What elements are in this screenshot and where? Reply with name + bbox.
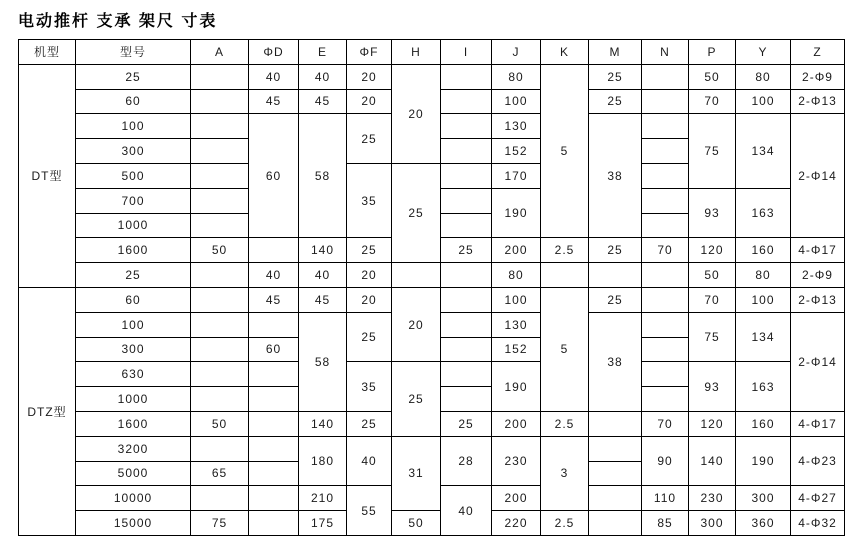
table-cell: 25 xyxy=(347,312,392,362)
table-cell: 75 xyxy=(191,511,249,536)
table-cell: 130 xyxy=(492,114,541,139)
table-cell xyxy=(249,411,299,436)
table-cell: 2-Φ9 xyxy=(791,263,845,288)
model-number-cell: 1000 xyxy=(76,387,191,412)
table-cell: 5 xyxy=(541,287,589,411)
table-cell: 3 xyxy=(541,436,589,510)
model-number-cell: 15000 xyxy=(76,511,191,536)
table-cell: 28 xyxy=(441,436,492,486)
table-cell: 200 xyxy=(492,486,541,511)
model-number-cell: 1600 xyxy=(76,238,191,263)
table-cell: 4-Φ17 xyxy=(791,411,845,436)
table-cell: 190 xyxy=(736,436,791,486)
table-cell: 50 xyxy=(191,238,249,263)
table-cell xyxy=(249,511,299,536)
table-cell: 134 xyxy=(736,312,791,362)
table-cell xyxy=(191,387,249,412)
table-cell xyxy=(441,337,492,362)
table-cell xyxy=(191,362,249,387)
table-cell: 4-Φ17 xyxy=(791,238,845,263)
table-cell: 140 xyxy=(689,436,736,486)
table-cell: 210 xyxy=(299,486,347,511)
table-cell: 4-Φ27 xyxy=(791,486,845,511)
table-cell: 40 xyxy=(441,486,492,536)
model-number-cell: 25 xyxy=(76,263,191,288)
table-cell xyxy=(191,436,249,461)
table-cell: 75 xyxy=(689,312,736,362)
table-cell: 50 xyxy=(689,263,736,288)
table-cell xyxy=(642,163,689,188)
table-cell: 25 xyxy=(392,163,441,262)
column-header-1: 型号 xyxy=(76,40,191,65)
table-cell: 90 xyxy=(642,436,689,486)
table-cell xyxy=(642,213,689,238)
table-cell: 100 xyxy=(736,89,791,114)
table-cell: 31 xyxy=(392,436,441,510)
table-cell xyxy=(191,114,249,139)
table-cell: 25 xyxy=(589,287,642,312)
table-cell: 200 xyxy=(492,238,541,263)
model-number-cell: 10000 xyxy=(76,486,191,511)
table-cell: 25 xyxy=(347,114,392,164)
table-cell: 20 xyxy=(392,287,441,361)
table-cell xyxy=(642,64,689,89)
model-group-label: DT型 xyxy=(19,64,76,287)
table-cell: 200 xyxy=(492,411,541,436)
table-cell xyxy=(589,436,642,461)
table-cell: 60 xyxy=(249,337,299,362)
table-cell: 80 xyxy=(492,263,541,288)
model-number-cell: 300 xyxy=(76,337,191,362)
table-cell: 2.5 xyxy=(541,411,589,436)
table-cell: 2-Φ13 xyxy=(791,287,845,312)
table-cell: 2-Φ9 xyxy=(791,64,845,89)
table-cell xyxy=(191,312,249,337)
table-cell: 38 xyxy=(589,114,642,238)
table-cell: 38 xyxy=(589,312,642,411)
column-header-7: I xyxy=(441,40,492,65)
table-row xyxy=(19,362,845,387)
model-number-cell: 100 xyxy=(76,114,191,139)
table-cell xyxy=(249,461,299,486)
table-cell xyxy=(541,263,589,288)
table-cell xyxy=(642,287,689,312)
model-number-cell: 5000 xyxy=(76,461,191,486)
table-cell: 120 xyxy=(689,411,736,436)
column-header-5: ΦF xyxy=(347,40,392,65)
model-number-cell: 1600 xyxy=(76,411,191,436)
table-cell xyxy=(589,511,642,536)
table-cell: 190 xyxy=(492,188,541,238)
table-cell: 110 xyxy=(642,486,689,511)
column-header-11: N xyxy=(642,40,689,65)
table-cell: 40 xyxy=(249,64,299,89)
table-cell xyxy=(441,188,492,213)
table-cell xyxy=(191,263,249,288)
table-cell: 2.5 xyxy=(541,511,589,536)
table-cell: 70 xyxy=(689,287,736,312)
table-cell: 100 xyxy=(492,287,541,312)
column-header-0: 机型 xyxy=(19,40,76,65)
table-cell: 25 xyxy=(589,64,642,89)
column-header-12: P xyxy=(689,40,736,65)
table-cell: 75 xyxy=(689,114,736,188)
table-cell: 65 xyxy=(191,461,249,486)
table-cell: 58 xyxy=(299,114,347,238)
table-cell xyxy=(191,139,249,164)
table-cell: 40 xyxy=(299,64,347,89)
table-cell: 40 xyxy=(347,436,392,486)
table-cell: 80 xyxy=(736,64,791,89)
table-cell: 80 xyxy=(736,263,791,288)
table-cell: 25 xyxy=(441,411,492,436)
dimension-table xyxy=(18,39,845,536)
table-cell xyxy=(249,238,299,263)
table-cell: 35 xyxy=(347,362,392,412)
table-cell: 25 xyxy=(347,411,392,436)
column-header-3: ΦD xyxy=(249,40,299,65)
table-cell: 50 xyxy=(191,411,249,436)
table-cell xyxy=(642,312,689,337)
table-cell: 93 xyxy=(689,188,736,238)
table-cell: 130 xyxy=(492,312,541,337)
table-cell: 45 xyxy=(249,287,299,312)
table-row xyxy=(19,436,845,461)
table-cell: 230 xyxy=(492,436,541,486)
column-header-2: A xyxy=(191,40,249,65)
table-cell xyxy=(441,89,492,114)
model-number-cell: 3200 xyxy=(76,436,191,461)
table-cell: 152 xyxy=(492,337,541,362)
table-cell xyxy=(441,387,492,412)
table-cell xyxy=(589,461,642,486)
table-cell: 80 xyxy=(492,64,541,89)
table-cell xyxy=(441,163,492,188)
table-cell: 70 xyxy=(642,238,689,263)
column-header-6: H xyxy=(392,40,441,65)
table-cell: 175 xyxy=(299,511,347,536)
table-cell: 5 xyxy=(541,64,589,238)
table-cell: 25 xyxy=(589,238,642,263)
table-cell: 4-Φ23 xyxy=(791,436,845,486)
model-number-cell: 25 xyxy=(76,64,191,89)
column-header-10: M xyxy=(589,40,642,65)
column-header-13: Y xyxy=(736,40,791,65)
table-cell xyxy=(191,163,249,188)
table-cell xyxy=(642,337,689,362)
model-number-cell: 1000 xyxy=(76,213,191,238)
table-cell: 20 xyxy=(347,263,392,288)
table-cell: 20 xyxy=(347,287,392,312)
table-cell: 170 xyxy=(492,163,541,188)
table-row xyxy=(19,511,845,536)
table-cell xyxy=(441,139,492,164)
table-cell xyxy=(191,213,249,238)
table-cell: 25 xyxy=(347,238,392,263)
table-cell xyxy=(249,387,299,412)
table-row xyxy=(19,263,845,288)
table-cell: 120 xyxy=(689,238,736,263)
table-cell: 220 xyxy=(492,511,541,536)
table-cell: 20 xyxy=(347,89,392,114)
table-cell: 60 xyxy=(249,114,299,238)
table-cell xyxy=(589,411,642,436)
table-cell xyxy=(191,337,249,362)
table-cell: 2.5 xyxy=(541,238,589,263)
table-cell xyxy=(642,139,689,164)
column-header-8: J xyxy=(492,40,541,65)
model-number-cell: 300 xyxy=(76,139,191,164)
table-cell: 40 xyxy=(299,263,347,288)
table-cell: 50 xyxy=(392,511,441,536)
table-cell xyxy=(642,114,689,139)
table-cell: 35 xyxy=(347,163,392,237)
table-cell xyxy=(441,287,492,312)
table-cell xyxy=(249,436,299,461)
table-cell xyxy=(249,486,299,511)
table-cell xyxy=(249,312,299,337)
table-cell: 20 xyxy=(347,64,392,89)
table-cell: 45 xyxy=(299,89,347,114)
table-cell: 70 xyxy=(642,411,689,436)
model-number-cell: 630 xyxy=(76,362,191,387)
table-cell xyxy=(642,387,689,412)
model-number-cell: 100 xyxy=(76,312,191,337)
table-cell: 45 xyxy=(299,287,347,312)
table-cell: 230 xyxy=(689,486,736,511)
table-cell: 45 xyxy=(249,89,299,114)
table-cell xyxy=(441,263,492,288)
table-cell: 25 xyxy=(392,362,441,436)
column-header-4: E xyxy=(299,40,347,65)
table-cell xyxy=(441,362,492,387)
page-title: 电动推杆 支承 架尺 寸表 xyxy=(18,13,218,30)
column-header-9: K xyxy=(541,40,589,65)
table-cell: 25 xyxy=(441,238,492,263)
table-body xyxy=(19,64,845,535)
table-cell xyxy=(249,362,299,387)
table-cell xyxy=(441,312,492,337)
table-cell: 2-Φ14 xyxy=(791,312,845,411)
table-cell: 152 xyxy=(492,139,541,164)
header-row xyxy=(19,40,845,65)
table-cell xyxy=(441,64,492,89)
table-cell xyxy=(589,486,642,511)
table-cell xyxy=(191,64,249,89)
table-cell: 300 xyxy=(736,486,791,511)
table-cell: 2-Φ14 xyxy=(791,114,845,238)
table-cell xyxy=(642,188,689,213)
table-cell xyxy=(642,263,689,288)
model-number-cell: 60 xyxy=(76,287,191,312)
table-cell: 58 xyxy=(299,312,347,411)
table-cell: 300 xyxy=(689,511,736,536)
table-cell xyxy=(191,486,249,511)
table-cell xyxy=(642,89,689,114)
table-cell: 134 xyxy=(736,114,791,188)
table-cell: 100 xyxy=(492,89,541,114)
model-number-cell: 60 xyxy=(76,89,191,114)
table-cell xyxy=(642,362,689,387)
table-cell: 160 xyxy=(736,238,791,263)
table-cell: 140 xyxy=(299,411,347,436)
table-cell: 4-Φ32 xyxy=(791,511,845,536)
table-cell: 163 xyxy=(736,188,791,238)
table-cell: 93 xyxy=(689,362,736,412)
table-cell: 180 xyxy=(299,436,347,486)
table-cell: 20 xyxy=(392,64,441,163)
table-cell: 40 xyxy=(249,263,299,288)
model-number-cell: 700 xyxy=(76,188,191,213)
column-header-14: Z xyxy=(791,40,845,65)
table-row xyxy=(19,287,845,312)
table-cell xyxy=(441,114,492,139)
table-cell xyxy=(191,287,249,312)
table-cell xyxy=(191,188,249,213)
table-cell: 163 xyxy=(736,362,791,412)
table-cell: 55 xyxy=(347,486,392,536)
table-cell xyxy=(441,213,492,238)
table-cell: 190 xyxy=(492,362,541,412)
table-cell: 2-Φ13 xyxy=(791,89,845,114)
model-number-cell: 500 xyxy=(76,163,191,188)
table-cell: 160 xyxy=(736,411,791,436)
table-cell xyxy=(392,263,441,288)
table-cell: 140 xyxy=(299,238,347,263)
table-row xyxy=(19,64,845,89)
table-cell: 50 xyxy=(689,64,736,89)
table-cell xyxy=(589,263,642,288)
table-cell: 70 xyxy=(689,89,736,114)
table-cell: 100 xyxy=(736,287,791,312)
table-cell: 25 xyxy=(589,89,642,114)
table-cell: 360 xyxy=(736,511,791,536)
table-cell xyxy=(191,89,249,114)
table-cell: 85 xyxy=(642,511,689,536)
model-group-label: DTZ型 xyxy=(19,287,76,535)
